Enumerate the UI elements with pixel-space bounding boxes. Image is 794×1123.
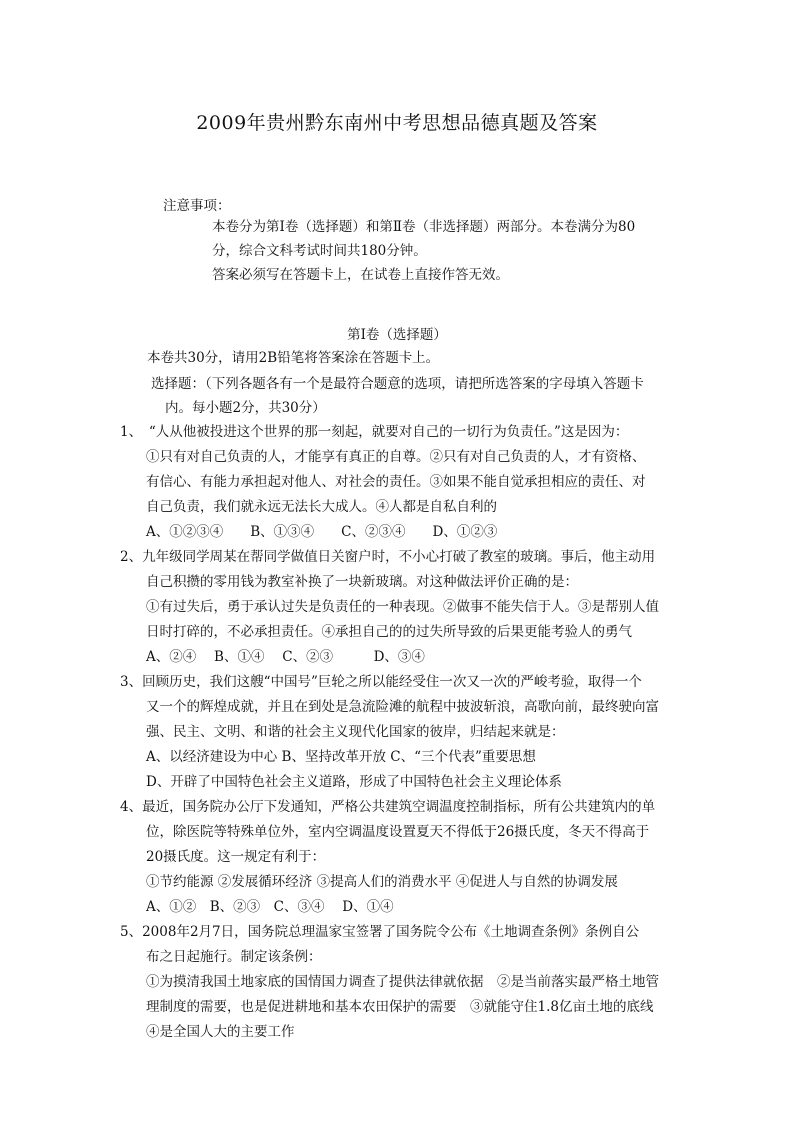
question-list [120, 420, 680, 1045]
question-line: ①只有对自己负责的人，才能享有真正的自尊。②只有对自己负责的人，才有资格、 [146, 449, 646, 465]
question-line: 3、回顾历史，我们这艘“中国号”巨轮之所以能经受住一次又一次的严峻考验，取得一个 [120, 674, 642, 690]
question-5 [120, 920, 680, 1045]
question-line: 20摄氏度。这一规定有利于： [146, 849, 326, 865]
section-intro: 本卷共30分，请用2B铅笔将答案涂在答题卡上。 [147, 350, 440, 366]
question-line: 2、九年级同学周某在帮同学做值日关窗户时，不小心打破了教室的玻璃。事后，他主动用 [120, 549, 656, 565]
question-options: A、①②③④ B、①③④ C、②③④ D、①②③ [146, 524, 498, 540]
page-title: 2009年贵州黔东南州中考思想品德真题及答案 [196, 112, 598, 134]
question-line: 又一个的辉煌成就，并且在到处是急流险滩的航程中披波斩浪，高歌向前，最终驶向富 [146, 699, 659, 715]
notice-line: 答案必须写在答题卡上，在试卷上直接作答无效。 [212, 267, 509, 283]
question-options: A、②④ B、①④ C、②③ D、③④ [146, 649, 425, 665]
notice-line: 分，综合文科考试时间共180分钟。 [212, 243, 427, 259]
question-options: A、以经济建设为中心 B、坚持改革开放 C、“三个代表”重要思想 [146, 749, 536, 765]
question-line: ④是全国人大的主要工作 [146, 1024, 295, 1040]
question-line: ①有过失后，勇于承认过失是负责任的一种表现。②做事不能失信于人。③是帮别人值 [146, 599, 659, 615]
question-line: 自己负责，我们就永远无法长大成人。④人都是自私自利的 [146, 499, 497, 515]
question-options: D、开辟了中国特色社会主义道路，形成了中国特色社会主义理论体系 [146, 774, 562, 790]
section-title: 第Ⅰ卷（选择题） [347, 327, 447, 343]
notice-line: 本卷分为第Ⅰ卷（选择题）和第Ⅱ卷（非选择题）两部分。本卷满分为80 [212, 219, 636, 235]
question-line: 有信心、有能力承担起对他人、对社会的责任。③如果不能自觉承担相应的责任、对 [146, 474, 646, 490]
instruction-line: 选择题：（下列各题各有一个是最符合题意的选项，请把所选答案的字母填入答题卡 [151, 376, 644, 392]
question-line: 4、最近，国务院办公厅下发通知，严格公共建筑空调温度控制指标，所有公共建筑内的单 [120, 799, 656, 815]
question-line: 强、民主、文明、和谐的社会主义现代化国家的彼岸，归结起来就是： [146, 724, 565, 740]
question-line: 1、 “人从他被投进这个世界的那一刻起，就要对自己的一切行为负责任。”这是因为： [120, 424, 629, 440]
question-line: 位，除医院等特殊单位外，室内空调温度设置夏天不得低于26摄氏度，冬天不得高于 [146, 824, 650, 840]
section-instruction [151, 372, 681, 420]
notice-body [212, 215, 682, 287]
question-1 [120, 420, 680, 545]
question-line: 5、2008年2月7日，国务院总理温家宝签署了国务院令公布《土地调查条例》条例自公 [120, 924, 640, 940]
question-line: 理制度的需要，也是促进耕地和基本农田保护的需要 ③就能守住1.8亿亩土地的底线 [146, 999, 654, 1015]
question-line: ①为摸清我国土地家底的国情国力调查了提供法律就依据 ②是当前落实最严格土地管 [146, 974, 659, 990]
instruction-line: 内。每小题2分，共30分） [165, 400, 326, 416]
question-line: 布之日起施行。制定该条例： [146, 949, 322, 965]
question-3 [120, 670, 680, 795]
question-4 [120, 795, 680, 920]
question-2 [120, 545, 680, 670]
question-line: 自己积攒的零用钱为教室补换了一块新玻璃。对这种做法评价正确的是： [146, 574, 578, 590]
notice-heading: 注意事项： [163, 198, 231, 214]
question-line: ①节约能源 ②发展循环经济 ③提高人们的消费水平 ④促进人与自然的协调发展 [146, 874, 618, 890]
question-options: A、①② B、②③ C、③④ D、①④ [146, 899, 394, 915]
question-line: 日时打碎的，不必承担责任。④承担自己的的过失所导致的后果更能考验人的勇气 [146, 624, 632, 640]
